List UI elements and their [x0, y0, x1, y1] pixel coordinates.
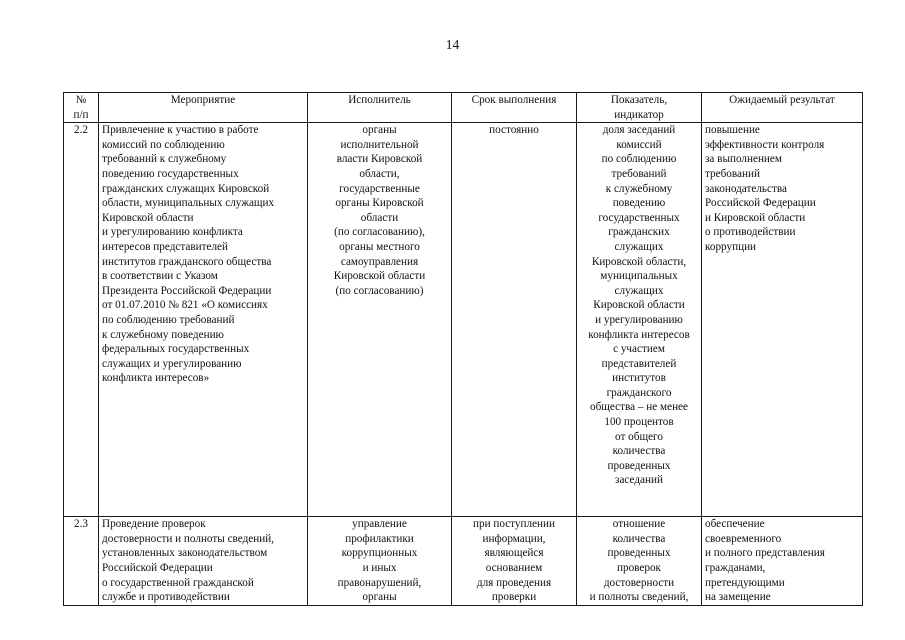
- header-deadline: Срок выполнения: [452, 93, 577, 123]
- deadline-cell: постоянно: [452, 123, 577, 517]
- result-cell: обеспечение своевременного и полного представления гражданами, претендующими на замещение: [702, 517, 863, 606]
- measures-table: [63, 92, 863, 606]
- result-cell: повышение эффективности контроля за выполнением требований законодательства Российской Федерации и Кировской области о противодействии коррупции: [702, 123, 863, 517]
- deadline-cell: при поступлении информации, являющейся основанием для проведения проверки: [452, 517, 577, 606]
- row-number: 2.2: [64, 123, 99, 517]
- indicator-cell: отношение количества проведенных проверок достоверности и полноты сведений,: [577, 517, 702, 606]
- page-number: 14: [445, 37, 460, 52]
- header-executor: Исполнитель: [308, 93, 452, 123]
- table-row: [64, 517, 863, 606]
- header-num: № п/п: [64, 93, 99, 123]
- header-result: Ожидаемый результат: [702, 93, 863, 123]
- table-header-row: [64, 93, 863, 123]
- executor-cell: управление профилактики коррупционных и иных правонарушений, органы: [308, 517, 452, 606]
- row-number: 2.3: [64, 517, 99, 606]
- activity-cell: Проведение проверок достоверности и полноты сведений, установленных законодательством Российской Федерации о государственной гражданской службе и противодействии: [99, 517, 308, 606]
- table-row: [64, 123, 863, 517]
- header-indicator: Показатель, индикатор: [577, 93, 702, 123]
- indicator-cell: доля заседаний комиссий по соблюдению требований к служебному поведению государственных гражданских служащих Кировской области, муниципальных служащих Кировской области и урегулированию конфликта интересов с участием представителей институтов гражданского общества – не менее 100 процентов от общего количества проведенных заседаний: [577, 123, 702, 517]
- activity-cell: Привлечение к участию в работе комиссий по соблюдению требований к служебному поведению государственных гражданских служащих Кировской области, муниципальных служащих Кировской области и урегулированию конфликта интересов представителей институтов гражданского общества в соответствии с Указом Президента Российской Федерации от 01.07.2010 № 821 «О комиссиях по соблюдению требований к служебному поведению федеральных государственных служащих и урегулированию конфликта интересов»: [99, 123, 308, 517]
- header-activity: Мероприятие: [99, 93, 308, 123]
- executor-cell: органы исполнительной власти Кировской области, государственные органы Кировской области (по согласованию), органы местного самоуправления Кировской области (по согласованию): [308, 123, 452, 517]
